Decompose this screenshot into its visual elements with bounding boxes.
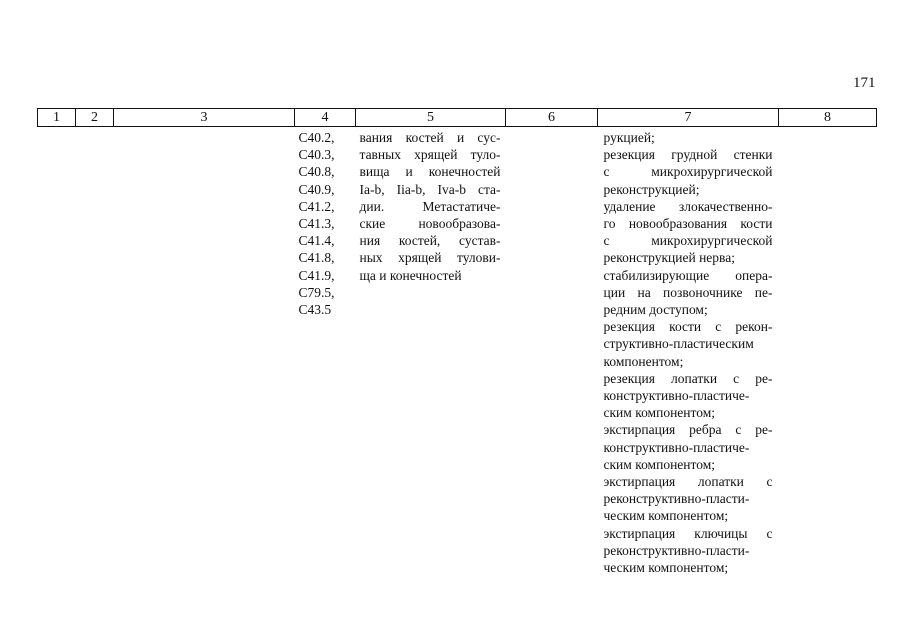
cell-col-1 <box>38 127 76 577</box>
treatment-line: ческим компонентом; <box>603 508 729 524</box>
diagnosis-line: вания костей и сус- <box>359 130 501 145</box>
diagnosis-line: ния костей, сустав- <box>359 233 501 249</box>
cell-col-6 <box>506 127 598 577</box>
icd-code-line: C41.4, <box>298 233 335 249</box>
table-row <box>38 127 877 577</box>
diagnosis-line: вища и конечностей <box>359 164 501 180</box>
treatment-line: реконструктивно-пласти- <box>603 491 750 507</box>
icd-code-line: C41.2, <box>298 198 335 214</box>
diagnosis-line: ские новообразова- <box>359 216 501 232</box>
icd-code-line: C41.3, <box>298 216 335 232</box>
icd-code-line: C41.8, <box>298 250 335 266</box>
cell-col-2 <box>76 127 114 577</box>
column-header-7: 7 <box>598 109 779 127</box>
treatment-line: резекция лопатки с ре- <box>603 370 773 386</box>
diagnosis-line: ных хрящей тулови- <box>359 250 501 266</box>
treatment-line: экстирпация лопатки с <box>603 474 773 490</box>
column-header-1: 1 <box>38 109 76 127</box>
treatment-line: рукцией; <box>603 130 655 145</box>
treatment-line: экстирпация ключицы с <box>603 525 773 541</box>
diagnosis-line: дии. Метастатиче- <box>359 198 501 214</box>
column-header-3: 3 <box>114 109 295 127</box>
treatment-line: стабилизирующие опера- <box>603 267 773 283</box>
page-number: 171 <box>853 75 876 91</box>
treatment-line: резекция кости с рекон- <box>603 319 773 335</box>
icd-code-line: C40.3, <box>298 147 335 163</box>
icd-code-line: C40.9, <box>298 181 335 197</box>
treatment-line: ским компонентом; <box>603 405 716 421</box>
treatment-cell <box>598 127 779 577</box>
treatment-line: реконструкцией; <box>603 181 700 197</box>
column-header-4: 4 <box>295 109 356 127</box>
treatment-line: с микрохирургической <box>603 164 773 180</box>
column-number-header-row <box>38 109 877 127</box>
document-table <box>37 108 877 576</box>
treatment-line: го новообразования кости <box>603 216 773 232</box>
treatment-line: структивно-пластическим <box>603 336 754 352</box>
diagnosis-line: ща и конечностей <box>359 267 462 283</box>
treatment-line: ским компонентом; <box>603 456 716 472</box>
column-header-2: 2 <box>76 109 114 127</box>
treatment-line: реконструкцией нерва; <box>603 250 735 266</box>
icd-code-line: C43.5 <box>298 302 332 318</box>
icd-code-line: C40.2, <box>298 130 335 145</box>
treatment-line: удаление злокачественно- <box>603 198 773 214</box>
treatment-line: резекция грудной стенки <box>603 147 773 163</box>
icd-codes-list <box>299 129 356 318</box>
treatment-text <box>604 129 773 576</box>
treatment-line: ции на позвоночнике пе- <box>603 284 773 300</box>
icd-code-line: C40.8, <box>298 164 335 180</box>
diagnosis-line: тавных хрящей туло- <box>359 147 501 163</box>
diagnosis-cell <box>356 127 506 577</box>
treatment-line: с микрохирургической <box>603 233 773 249</box>
column-header-5: 5 <box>356 109 506 127</box>
treatment-line: экстирпация ребра с ре- <box>603 422 773 438</box>
cell-col-3 <box>114 127 295 577</box>
column-header-8: 8 <box>779 109 877 127</box>
diagnosis-line: Ia-b, Iia-b, Iva-b ста- <box>359 181 501 197</box>
treatment-line: конструктивно-пластиче- <box>603 388 750 404</box>
treatment-line: конструктивно-пластиче- <box>603 439 750 455</box>
treatment-line: редним доступом; <box>603 302 708 318</box>
cell-col-8 <box>779 127 877 577</box>
diagnosis-text <box>360 129 501 284</box>
icd-code-line: C41.9, <box>298 267 335 283</box>
icd-codes-cell <box>295 127 356 577</box>
treatment-line: реконструктивно-пласти- <box>603 542 750 558</box>
icd-code-line: C79.5, <box>298 284 335 300</box>
treatment-line: ческим компонентом; <box>603 560 729 576</box>
treatment-line: компонентом; <box>603 353 684 369</box>
column-header-6: 6 <box>506 109 598 127</box>
